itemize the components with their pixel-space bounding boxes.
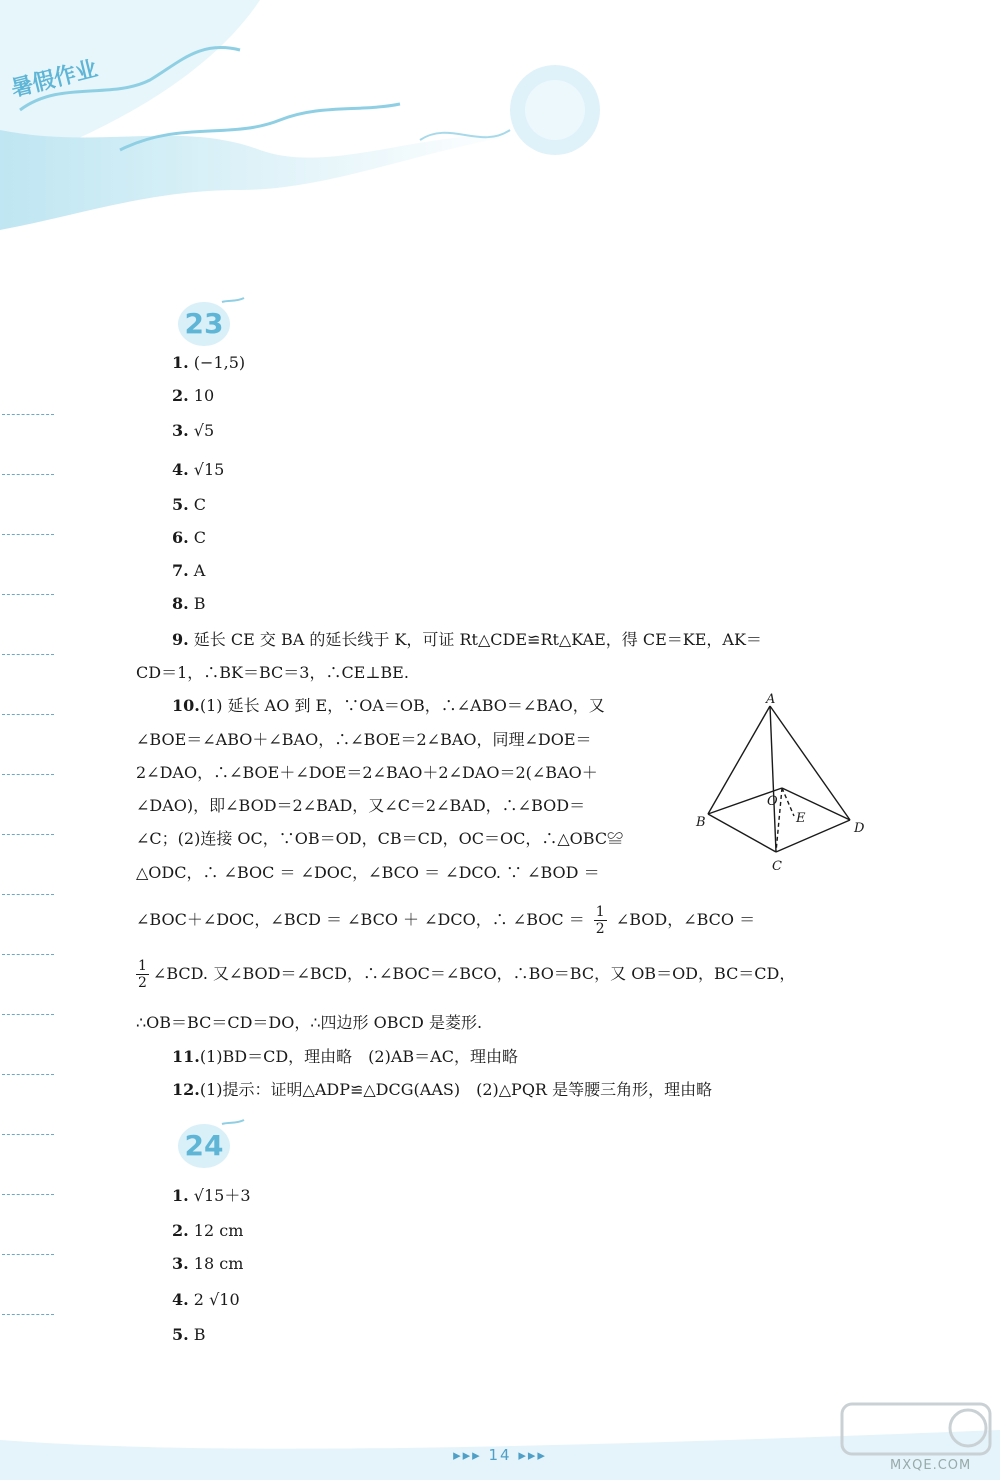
answer-10-line-7: ∠BOC＋∠DOC，∠BCD ＝ ∠BCO ＋ ∠DCO，∴ ∠BOC ＝ $\frac{1}{2}$ ∠BOD，∠BCO ＝ xyxy=(136,904,756,937)
section-badge-23 xyxy=(168,292,248,352)
answer-5: 5. C xyxy=(172,495,207,514)
section-badge-24 xyxy=(168,1114,248,1174)
answer-7: 7. A xyxy=(172,561,206,580)
edge-ac xyxy=(770,706,776,852)
answer-4: 4. √15 xyxy=(172,460,225,479)
section-number: 23 xyxy=(184,307,224,340)
answer-8: 8. B xyxy=(172,594,206,613)
edge-cd xyxy=(776,820,850,852)
answer-9-line-2: CD＝1，∴BK＝BC＝3，∴CE⊥BE. xyxy=(136,663,409,682)
answer-24-1: 1. √15＋3 xyxy=(172,1186,251,1205)
label-o: O xyxy=(767,794,778,809)
answer-10-line-5: ∠C；(2)连接 OC，∵OB＝OD，CB＝CD，OC＝OC，∴△OBC≌ xyxy=(136,829,624,848)
logo: 暑假作业 xyxy=(8,56,101,103)
answer-10-line-6: △ODC，∴ ∠BOC ＝ ∠DOC，∠BCO ＝ ∠DCO. ∵ ∠BOD ＝ xyxy=(136,863,600,882)
edge-od xyxy=(782,788,850,820)
label-c: C xyxy=(772,859,782,874)
answer-24-3: 3. 18 cm xyxy=(172,1254,244,1273)
answer-2: 2. 10 xyxy=(172,386,215,405)
page-number: ▸▸▸ 14 ▸▸▸ xyxy=(453,1446,547,1464)
pyramid-figure xyxy=(690,692,880,882)
label-a: A xyxy=(766,692,776,707)
label-e: E xyxy=(796,811,806,826)
section-number: 24 xyxy=(184,1129,224,1162)
edge-bc xyxy=(708,814,776,852)
fraction-half: $\frac{1}{2}$ xyxy=(595,904,605,937)
answer-6: 6. C xyxy=(172,528,207,547)
header-decoration xyxy=(0,0,1000,240)
label-d: D xyxy=(854,821,865,836)
answer-24-2: 2. 12 cm xyxy=(172,1221,244,1240)
answer-12: 12.(1)提示：证明△ADP≌△DCG(AAS) (2)△PQR 是等腰三角形，理由略 xyxy=(172,1080,713,1099)
answer-10-line-8: $\frac{1}{2}$ ∠BCD. 又∠BOD＝∠BCD，∴∠BOC＝∠BCO，∴BO＝BC，又 OB＝OD，BC＝CD， xyxy=(138,958,796,991)
margin-dashes xyxy=(0,400,60,1360)
answer-9-line-1: 9. 延长 CE 交 BA 的延长线于 K，可证 Rt△CDE≌Rt△KAE，得 CE＝KE，AK＝ xyxy=(172,630,762,649)
answer-1: 1. (−1,5) xyxy=(172,353,246,372)
edge-ab xyxy=(708,706,770,814)
answer-24-5: 5. B xyxy=(172,1325,206,1344)
answer-10-line-2: ∠BOE＝∠ABO＋∠BAO，∴∠BOE＝2∠BAO，同理∠DOE＝ xyxy=(136,730,592,749)
answer-3: 3. √5 xyxy=(172,421,215,440)
answer-10-line-1: 10.(1) 延长 AO 到 E，∵OA＝OB，∴∠ABO＝∠BAO，又 xyxy=(172,696,605,715)
watermark-text: MXQE.COM xyxy=(890,1458,972,1473)
fraction-half: $\frac{1}{2}$ xyxy=(138,958,147,991)
label-b: B xyxy=(696,815,706,830)
answer-10-line-4: ∠DAO)，即∠BOD＝2∠BAD，又∠C＝2∠BAD，∴∠BOD＝ xyxy=(136,796,586,815)
edge-ad xyxy=(770,706,850,820)
answer-24-4: 4. 2 √10 xyxy=(172,1290,240,1309)
answer-11: 11.(1)BD＝CD，理由略 (2)AB＝AC，理由略 xyxy=(172,1047,518,1066)
answer-10-line-9: ∴OB＝BC＝CD＝DO，∴四边形 OBCD 是菱形. xyxy=(136,1013,483,1032)
answer-10-line-3: 2∠DAO，∴∠BOE＋∠DOE＝2∠BAO＋2∠DAO＝2(∠BAO＋ xyxy=(136,763,598,782)
